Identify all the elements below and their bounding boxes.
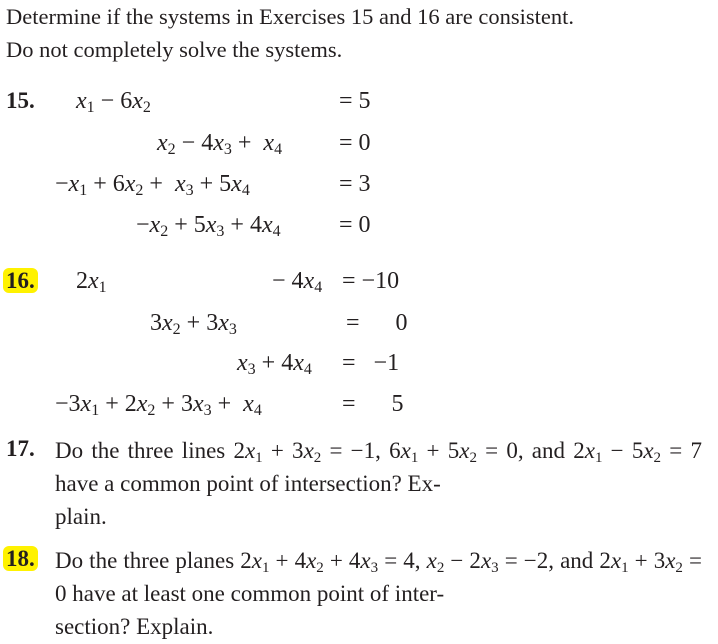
ex16-row3-lhs: $x_3 + 4x_4$ (237, 350, 312, 378)
exercise-16-number (6, 268, 38, 294)
ex16-row1-rhs: = −10 (342, 268, 400, 294)
ex16-row4-lhs: $-3x_1 + 2x_2 + 3x_3 + x_4$ (55, 391, 262, 419)
ex16-row2-rhs: = 0 (346, 310, 408, 336)
exercise-16-highlight: 16. (3, 268, 38, 293)
ex16-row2-lhs: $3x_2 + 3x_3$ (150, 310, 237, 338)
intro-line-2: Do not completely solve the systems. (6, 37, 343, 62)
ex15-row1-rhs: = 5 (339, 88, 371, 114)
ex15-row1-lhs: $x_1 - 6x_2$ (76, 88, 151, 116)
ex15-row4-lhs: $-x_2 + 5x_3 + 4x_4$ (136, 212, 281, 240)
exercise-18-text: Do the three planes $2x_1 + 4x_2 + 4x_3 = 4$, $x_2 - 2x_3 = -2$, and $2x_1 + 3x_2 = 0$ have at least one common point of inter- section? Explain. (55, 548, 702, 639)
exercise-17-text: Do the three lines $2x_1 + 3x_2 = -1$, $6x_1 + 5x_2 = 0$, and $2x_1 - 5x_2 = 7$ have a common point of intersection? Ex- plain. (55, 438, 702, 529)
ex15-row2-rhs: = 0 (339, 130, 371, 156)
exercise-15-number: 15. (6, 88, 35, 113)
ex16-row3-rhs: = −1 (342, 350, 400, 376)
ex15-row4-rhs: = 0 (339, 212, 371, 238)
ex16-row1-lhs-b: − $4x_4$ (272, 268, 323, 296)
ex16-row1-lhs-a: $2x_1$ (76, 268, 107, 296)
exercise-17-number: 17. (6, 436, 35, 461)
ex15-row3-rhs: = 3 (339, 171, 371, 197)
exercise-18-highlight: 18. (3, 546, 38, 571)
ex16-row4-rhs: = 5 (342, 391, 404, 417)
ex15-row3-lhs: $-x_1 + 6x_2 + x_3 + 5x_4$ (55, 171, 250, 199)
ex15-row2-lhs: $x_2 - 4x_3 + x_4$ (157, 130, 283, 158)
intro-line-1: Determine if the systems in Exercises 15 and 16 are consistent. (6, 4, 574, 29)
exercise-18-number (6, 546, 38, 572)
